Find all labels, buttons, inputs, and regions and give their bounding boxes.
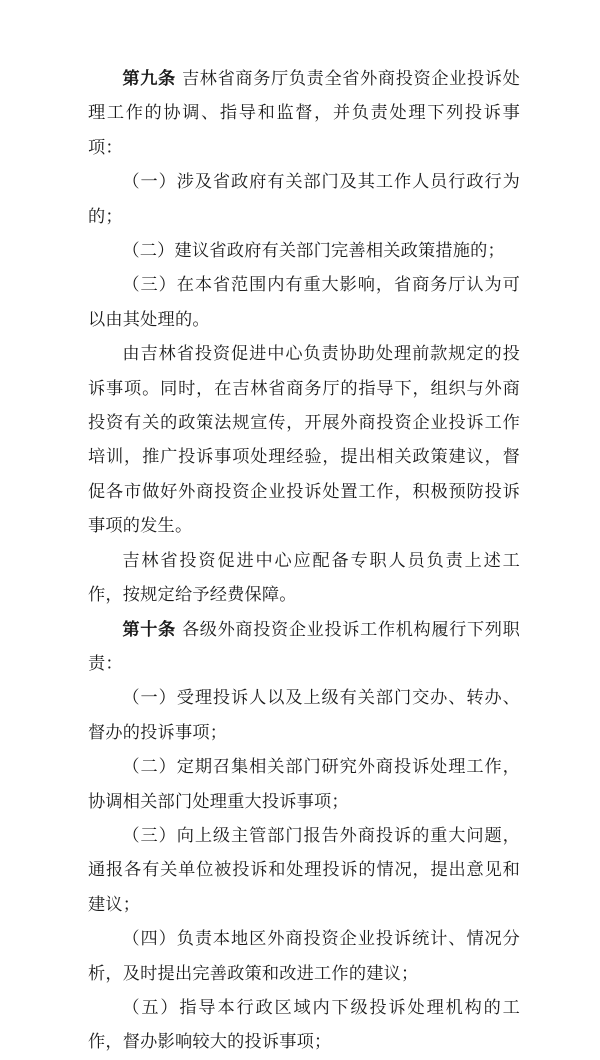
article-10-text: 各级外商投资企业投诉工作机构履行下列职责： [88, 619, 520, 674]
article-10-heading: 第十条 [122, 619, 176, 640]
body-paragraph: 吉林省投资促进中心应配备专职人员负责上述工作，按规定给予经费保障。 [88, 550, 520, 606]
document-body [88, 62, 520, 1060]
list-item: （二）定期召集相关部门研究外商投诉处理工作，协调相关部门处理重大投诉事项； [88, 757, 520, 812]
body-paragraph: 由吉林省投资促进中心负责协助处理前款规定的投诉事项。同时，在吉林省商务厅的指导下，组织与外商投资有关的政策法规宣传，开展外商投资企业投诉工作培训，推广投诉事项处理经验，提出相关政策建议，督促各市做好外商投资企业投诉处置工作，积极预防投诉事项的发生。 [88, 344, 520, 537]
article-9-paragraph [88, 62, 520, 165]
list-item: （三）向上级主管部门报告外商投诉的重大问题，通报各有关单位被投诉和处理投诉的情况，提出意见和建议； [88, 825, 520, 915]
list-item: （一）受理投诉人以及上级有关部门交办、转办、督办的投诉事项； [88, 688, 520, 743]
list-item: （四）负责本地区外商投资企业投诉统计、情况分析，及时提出完善政策和改进工作的建议； [88, 929, 520, 984]
article-9-heading: 第九条 [122, 69, 176, 89]
list-item: （三）在本省范围内有重大影响，省商务厅认为可以由其处理的。 [88, 275, 520, 330]
list-item: （一）涉及省政府有关部门及其工作人员行政行为的； [88, 172, 520, 227]
article-10-paragraph [88, 613, 520, 682]
article-9-text: 吉林省商务厅负责全省外商投资企业投诉处理工作的协调、指导和监督，并负责处理下列投诉事项： [88, 69, 520, 158]
list-item: （二）建议省政府有关部门完善相关政策措施的； [122, 241, 505, 262]
list-item: （五）指导本行政区域内下级投诉处理机构的工作，督办影响较大的投诉事项； [88, 997, 520, 1053]
